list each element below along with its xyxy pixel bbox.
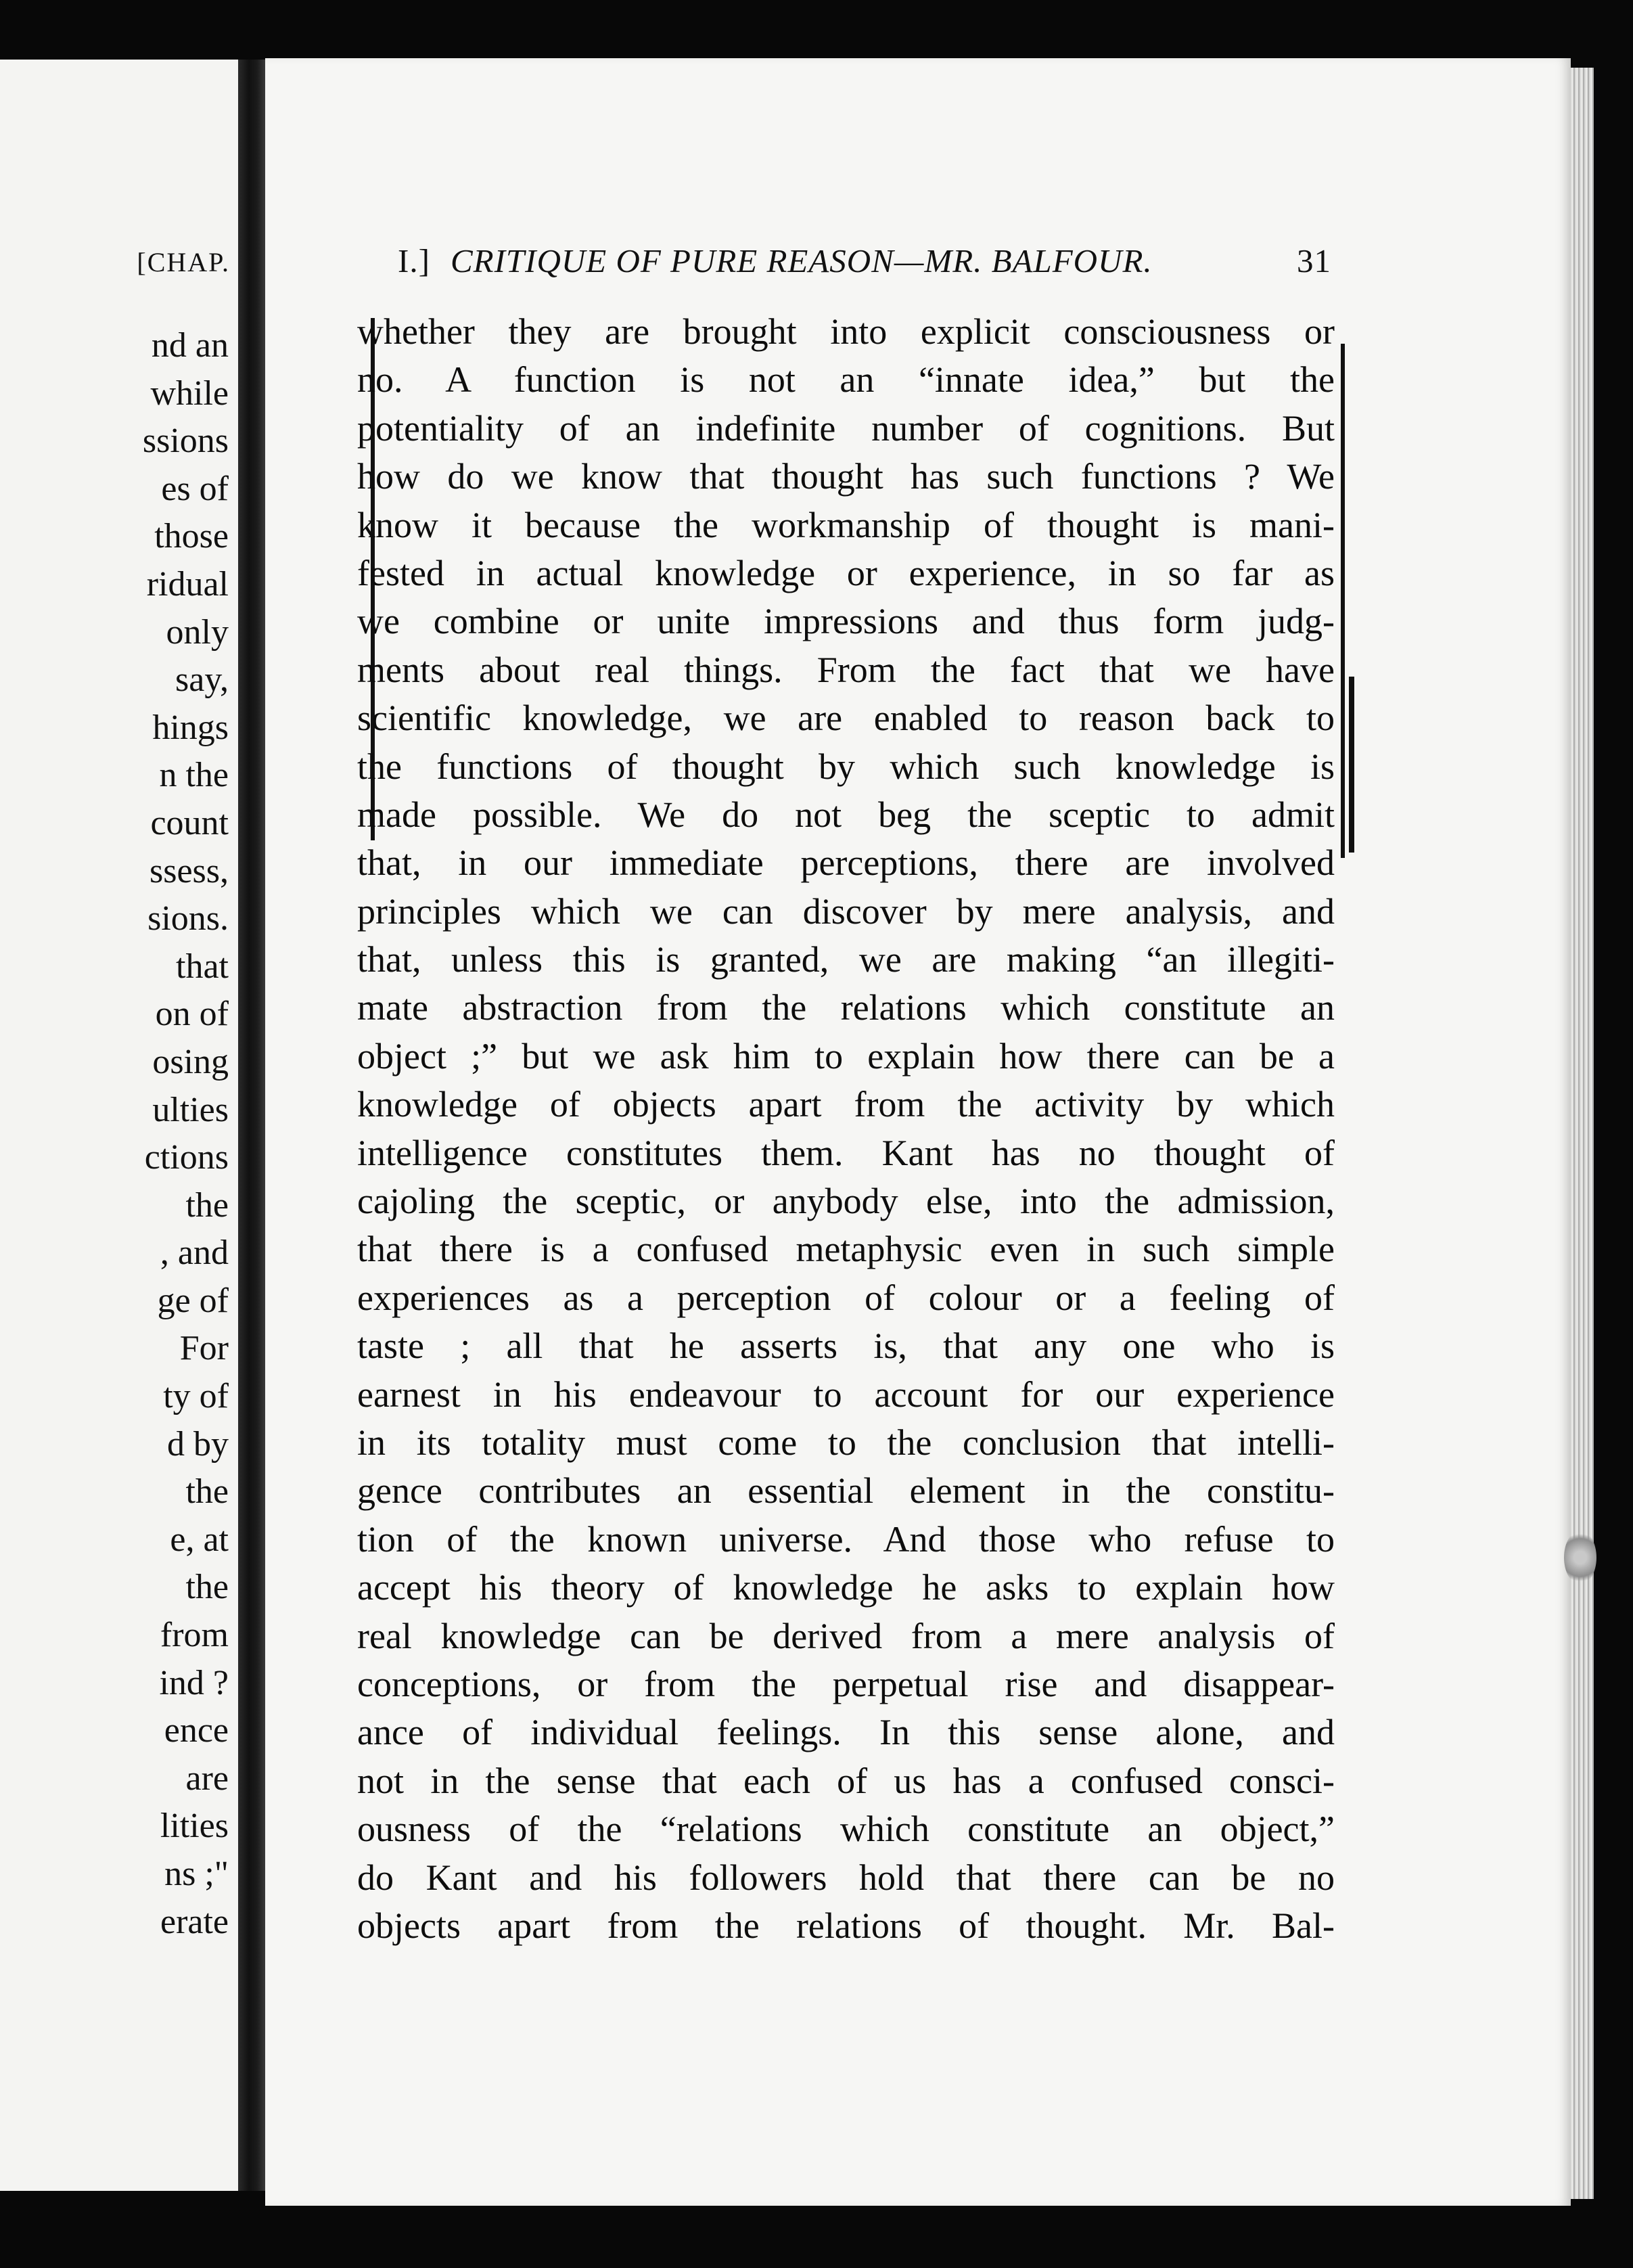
body-line: scientific knowledge, we are enabled to reason back to xyxy=(357,698,1335,739)
body-line: experiences as a perception of colour or a feeling of xyxy=(357,1277,1335,1318)
body-line: that, unless this is granted, we are making “an illegiti- xyxy=(357,939,1335,980)
left-line-fragment: erate xyxy=(160,1902,229,1941)
body-line: do Kant and his followers hold that there can be no xyxy=(357,1857,1335,1898)
body-line: taste ; all that he asserts is, that any one who is xyxy=(357,1325,1335,1367)
chapter-number: I.] xyxy=(398,242,430,279)
left-line-fragment: ulties xyxy=(152,1090,229,1129)
running-head-title: CRITIQUE OF PURE REASON—MR. BALFOUR. xyxy=(451,242,1153,279)
left-line-fragment: the xyxy=(185,1185,229,1225)
body-line: intelligence constitutes them. Kant has no thought of xyxy=(357,1132,1335,1173)
left-line-fragment: sions. xyxy=(147,899,229,938)
left-line-fragment: , and xyxy=(160,1233,229,1273)
left-line-fragment: ridual xyxy=(146,564,229,604)
body-line: conceptions, or from the perpetual rise and disappear- xyxy=(357,1663,1335,1704)
left-line-fragment: ge of xyxy=(157,1281,229,1320)
body-line: ance of individual feelings. In this sense alone, and xyxy=(357,1712,1335,1753)
body-line: real knowledge can be derived from a mere analysis of xyxy=(357,1615,1335,1656)
body-line: no. A function is not an “innate idea,” but the xyxy=(357,359,1335,401)
left-facing-page xyxy=(0,60,239,2191)
body-line: ments about real things. From the fact that we have xyxy=(357,649,1335,690)
body-line: know it because the workmanship of thought is mani- xyxy=(357,504,1335,545)
body-line: knowledge of objects apart from the activity by which xyxy=(357,1084,1335,1125)
left-line-fragment: d by xyxy=(167,1424,229,1464)
body-line: earnest in his endeavour to account for our experience xyxy=(357,1374,1335,1415)
left-line-fragment: hings xyxy=(152,708,229,747)
body-line: fested in actual knowledge or experience, in so far as xyxy=(357,552,1335,593)
left-line-fragment: osing xyxy=(152,1042,229,1081)
body-line: the functions of thought by which such knowledge is xyxy=(357,746,1335,787)
left-line-fragment: ns ;" xyxy=(164,1855,229,1893)
left-line-fragment: lities xyxy=(160,1807,229,1846)
margin-mark-right-second xyxy=(1349,677,1354,853)
page-number: 31 xyxy=(1297,242,1331,279)
left-line-fragment: ence xyxy=(164,1711,229,1750)
body-line: that there is a confused metaphysic even in such simple xyxy=(357,1229,1335,1270)
left-line-fragment: the xyxy=(185,1472,229,1512)
body-line: ousness of the “relations which constitute an object,” xyxy=(357,1809,1335,1850)
left-line-fragment: that xyxy=(176,947,229,986)
body-line: gence contributes an essential element in the constitu- xyxy=(357,1470,1335,1512)
left-line-fragment: while xyxy=(150,373,229,413)
body-line: not in the sense that each of us has a confused consci- xyxy=(357,1760,1335,1801)
body-line: object ;” but we ask him to explain how there can be a xyxy=(357,1035,1335,1076)
body-line: in its totality must come to the conclusion that intelli- xyxy=(357,1422,1335,1463)
left-line-fragment: ind ? xyxy=(159,1663,229,1702)
left-line-fragment: es of xyxy=(161,469,229,508)
left-line-fragment: nd an xyxy=(151,326,229,365)
body-line: principles which we can discover by mere analysis, and xyxy=(357,890,1335,932)
left-line-fragment: the xyxy=(185,1568,229,1607)
margin-mark-right xyxy=(1341,344,1345,858)
body-line: tion of the known universe. And those who refuse to xyxy=(357,1518,1335,1560)
running-head xyxy=(398,242,1331,282)
left-line-fragment: ssions xyxy=(142,422,229,461)
body-line: mate abstraction from the relations which constitute an xyxy=(357,987,1335,1028)
body-text xyxy=(357,308,1335,1950)
left-line-fragment: only xyxy=(166,612,229,652)
left-line-fragment: on of xyxy=(155,995,229,1034)
book-gutter xyxy=(238,60,265,2191)
body-line: how do we know that thought has such functions ? We xyxy=(357,456,1335,497)
left-page-header: [CHAP. xyxy=(137,247,230,277)
left-line-fragment: n the xyxy=(159,756,229,795)
page-smudge xyxy=(1564,1530,1596,1585)
left-line-fragment: e, at xyxy=(170,1520,229,1559)
body-line: made possible. We do not beg the sceptic to admit xyxy=(357,794,1335,835)
body-line: accept his theory of knowledge he asks to explain how xyxy=(357,1567,1335,1608)
left-line-fragment: are xyxy=(185,1759,229,1798)
body-line: whether they are brought into explicit consciousness or xyxy=(357,311,1335,352)
body-line: we combine or unite impressions and thus form judg- xyxy=(357,601,1335,642)
left-line-fragment: those xyxy=(154,517,229,556)
left-line-fragment: ssess, xyxy=(149,851,229,890)
left-line-fragment: ty of xyxy=(163,1377,229,1416)
body-line: objects apart from the relations of thought. Mr. Bal- xyxy=(357,1905,1335,1946)
body-line: cajoling the sceptic, or anybody else, into the admission, xyxy=(357,1181,1335,1222)
left-line-fragment: ctions xyxy=(144,1138,229,1177)
body-line: that, in our immediate perceptions, there are involved xyxy=(357,842,1335,884)
left-line-fragment: For xyxy=(179,1329,229,1368)
left-line-fragment: say, xyxy=(175,660,229,700)
page-edges xyxy=(1571,68,1594,2199)
left-line-fragment: from xyxy=(160,1616,229,1655)
left-line-fragment: count xyxy=(150,803,229,842)
left-page-text-fragments xyxy=(143,322,229,1946)
body-line: potentiality of an indefinite number of cognitions. But xyxy=(357,407,1335,449)
